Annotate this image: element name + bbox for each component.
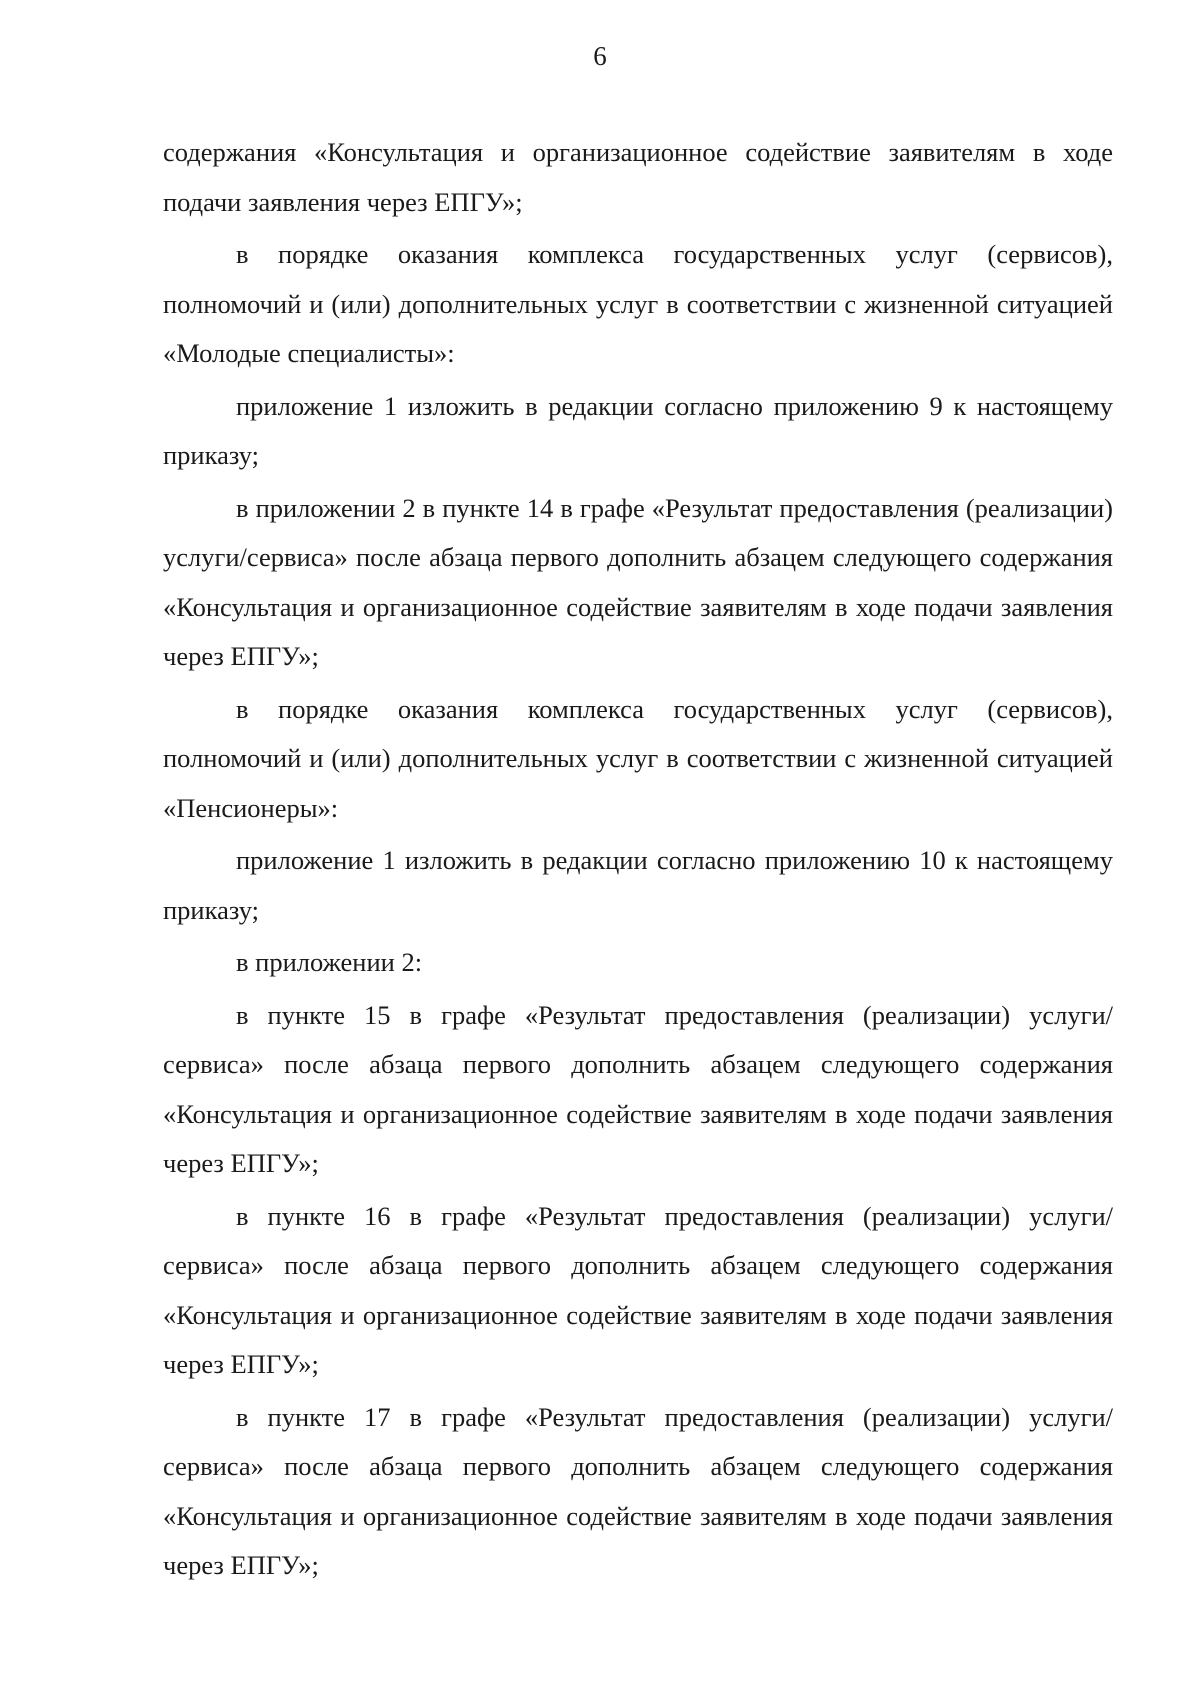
- paragraph: в порядке оказания комплекса государственных услуг (сервисов), полномочий и (или) дополнительных услуг в соответствии с жизненной ситуацией «Молодые специалисты»:: [163, 239, 1113, 368]
- paragraph: в пункте 17 в графе «Результат предоставления (реализации) услуги/сервиса» после абзаца первого дополнить абзацем следующего содержания «Консультация и организационное содействие заявителям в ходе подачи заявления через ЕПГУ»;: [163, 1401, 1113, 1580]
- paragraph: в приложении 2:: [236, 947, 423, 977]
- paragraph: приложение 1 изложить в редакции согласно приложению 9 к настоящему приказу;: [163, 390, 1113, 470]
- paragraph: приложение 1 изложить в редакции согласно приложению 10 к настоящему приказу;: [163, 845, 1113, 925]
- paragraph: в порядке оказания комплекса государственных услуг (сервисов), полномочий и (или) дополнительных услуг в соответствии с жизненной ситуацией «Пенсионеры»:: [163, 693, 1113, 823]
- page-number: 6: [593, 41, 607, 71]
- paragraph: в приложении 2 в пункте 14 в графе «Результат предоставления (реализации) услуги/сервиса» после абзаца первого дополнить абзацем следующего содержания «Консультация и организационное содействие заявителям в ходе подачи заявления через ЕПГУ»;: [163, 492, 1113, 671]
- paragraph: в пункте 16 в графе «Результат предоставления (реализации) услуги/сервиса» после абзаца первого дополнить абзацем следующего содержания «Консультация и организационное содействие заявителям в ходе подачи заявления через ЕПГУ»;: [163, 1200, 1113, 1379]
- paragraph-continuation: содержания «Консультация и организационное содействие заявителям в ходе подачи заявления через ЕПГУ»;: [163, 137, 1113, 217]
- document-body: [163, 128, 1113, 1594]
- paragraph: в пункте 15 в графе «Результат предоставления (реализации) услуги/сервиса» после абзаца первого дополнить абзацем следующего содержания «Консультация и организационное содействие заявителям в ходе подачи заявления через ЕПГУ»;: [163, 999, 1113, 1178]
